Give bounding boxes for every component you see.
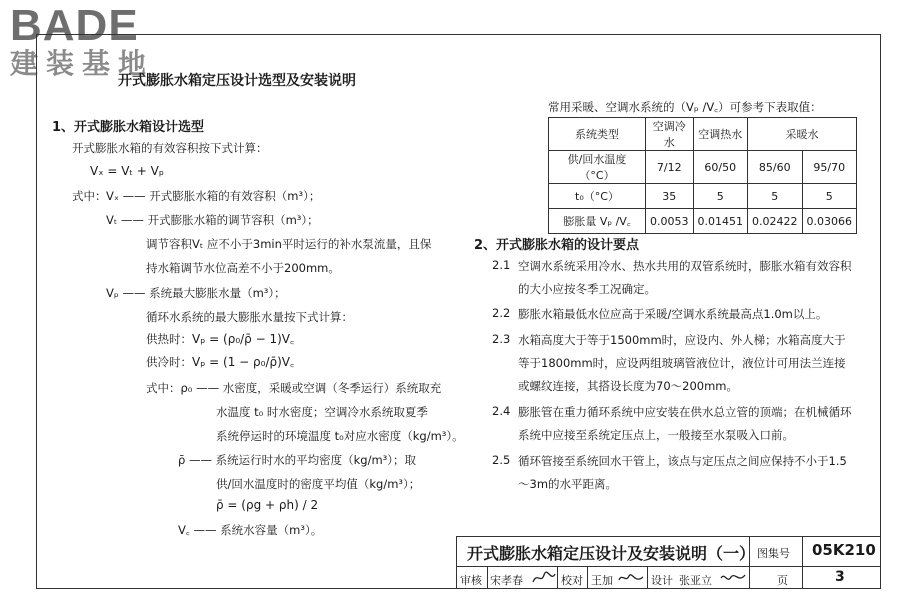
item-number: 2.2 (492, 306, 511, 320)
where-label: 式中： (72, 189, 107, 203)
table-row-label: 供/回水温度（°C） (549, 151, 646, 184)
item-line: 的大小应按冬季工况确定。 (518, 282, 656, 296)
section1-heading: 1、开式膨胀水箱设计选型 (52, 120, 205, 135)
table-header-cell: 空调冷水 (646, 118, 694, 151)
vx-definition: Vₓ —— 开式膨胀水箱的有效容积（m³）； (106, 189, 321, 203)
table-row-label: 膨胀量 Vₚ /V꜀ (549, 209, 646, 234)
reviewer-signature (531, 570, 557, 586)
check-label: 校对 (561, 574, 583, 587)
title-block-divider (557, 566, 558, 588)
logo-text: BADE (10, 1, 139, 50)
table-cell: 0.01451 (693, 209, 748, 234)
review-label: 审核 (460, 574, 482, 587)
atlas-number: 05K210 (812, 541, 876, 559)
title-block-title: 开式膨胀水箱定压设计及安装说明（一） (467, 544, 756, 563)
table-cell: 5 (693, 184, 748, 209)
table-cell: 35 (646, 184, 694, 209)
item-line: 等于1800mm时，应设两组玻璃管液位计，液位计可用法兰连接 (518, 356, 846, 370)
title-block-divider (487, 566, 488, 588)
designer-name: 张亚立 (679, 574, 712, 587)
item-line: 或螺纹连接，其搭设长度为70～200mm。 (518, 379, 738, 393)
main-formula: Vₓ = Vₜ + Vₚ (90, 164, 164, 178)
rhobar-definition-line2: 供/回水温度时的密度平均值（kg/m³）； (216, 477, 421, 491)
rhobar-definition-line1: ρ̄ —— 系统运行时水的平均密度（kg/m³）；取 (178, 453, 417, 467)
rhobar-formula: ρ̄ = (ρg + ρh) / 2 (216, 498, 319, 512)
title-block-divider (802, 537, 803, 588)
table-cell: 0.0053 (646, 209, 694, 234)
table-cell: 5 (748, 184, 803, 209)
logo-subtitle: 建装基地 (10, 47, 155, 80)
item-number: 2.5 (492, 453, 511, 467)
table-header-row (549, 118, 857, 151)
table-cell: 5 (802, 184, 857, 209)
item-line: ～3m的水平距离。 (518, 477, 618, 491)
title-block (456, 536, 881, 589)
item-line: 膨胀管在重力循环系统中应安装在供水总立管的顶端；在机械循环 (518, 405, 852, 419)
document-title: 开式膨胀水箱定压设计选型及安装说明 (118, 73, 356, 89)
item-number: 2.3 (492, 332, 511, 346)
rho-definition-line2: 水温度 t₀ 时水密度；空调冷水系统取夏季 (216, 405, 428, 419)
vt-note-line1: 调节容积Vₜ 应不小于3min平时运行的补水泵流量，且保 (146, 237, 432, 251)
checker-signature (617, 570, 645, 586)
item-line: 循环管接至系统回水干管上，该点与定压点之间应保持不小于1.5 (518, 454, 847, 468)
section1-intro: 开式膨胀水箱的有效容积按下式计算： (72, 141, 268, 155)
heating-label: 供热时： (146, 332, 192, 346)
table-row (549, 151, 857, 184)
cooling-label: 供冷时： (146, 355, 192, 369)
item-line: 系统中应接至系统定压点上，一般接至水泵吸入口前。 (518, 428, 794, 442)
title-block-divider (587, 566, 588, 588)
table-header-cell: 系统类型 (549, 118, 646, 151)
expansion-ratio-table (548, 117, 857, 234)
heating-formula: Vₚ = (ρ₀/ρ̄ − 1)V꜀ (192, 332, 295, 346)
vc-definition: V꜀ —— 系统水容量（m³）。 (178, 523, 323, 537)
vp-definition: Vₚ —— 系统最大膨胀水量（m³）； (106, 286, 286, 300)
vp-intro: 循环水系统的最大膨胀水量按下式计算： (146, 310, 353, 324)
reviewer-name: 宋孝春 (490, 574, 523, 587)
table-cell: 60/50 (693, 151, 748, 184)
vt-note-line2: 持水箱调节水位高差不小于200mm。 (146, 261, 340, 275)
item-line: 膨胀水箱最低水位应高于采暖/空调水系统最高点1.0m以上。 (518, 307, 828, 321)
table-header-cell: 空调热水 (693, 118, 748, 151)
table-cell: 0.02422 (748, 209, 803, 234)
vt-definition: Vₜ —— 开式膨胀水箱的调节容积（m³）； (106, 213, 319, 227)
page-label: 页 (777, 574, 788, 587)
item-line: 空调水系统采用冷水、热水共用的双管系统时，膨胀水箱有效容积 (518, 259, 852, 273)
table-row-label: t₀（°C） (549, 184, 646, 209)
rho-definition-line3: 系统停运时的环境温度 t₀对应水密度（kg/m³）。 (216, 429, 464, 443)
title-block-divider (647, 566, 648, 588)
page-number: 3 (835, 569, 845, 585)
table-cell: 95/70 (802, 151, 857, 184)
table-row (549, 184, 857, 209)
table-cell: 85/60 (748, 151, 803, 184)
rho-definition-line1: 式中：ρ₀ —— 水密度，采暖或空调（冬季运行）系统取充 (146, 381, 442, 395)
item-line: 水箱高度大于等于1500mm时，应设内、外人梯；水箱高度大于 (518, 333, 846, 347)
checker-name: 王加 (591, 574, 613, 587)
table-cell: 7/12 (646, 151, 694, 184)
table-header-cell: 采暖水 (748, 118, 857, 151)
designer-signature (719, 570, 747, 586)
item-number: 2.4 (492, 404, 511, 418)
title-block-divider (457, 566, 880, 567)
section2-heading: 2、开式膨胀水箱的设计要点 (474, 238, 640, 253)
cooling-formula: Vₚ = (1 − ρ₀/ρ̄)V꜀ (192, 355, 295, 369)
atlas-number-label: 图集号 (757, 547, 790, 560)
table-cell: 0.03066 (802, 209, 857, 234)
item-number: 2.1 (492, 258, 511, 272)
design-label: 设计 (651, 574, 673, 587)
table-caption: 常用采暖、空调水系统的（Vₚ /V꜀）可参考下表取值： (548, 100, 822, 114)
table-row (549, 209, 857, 234)
